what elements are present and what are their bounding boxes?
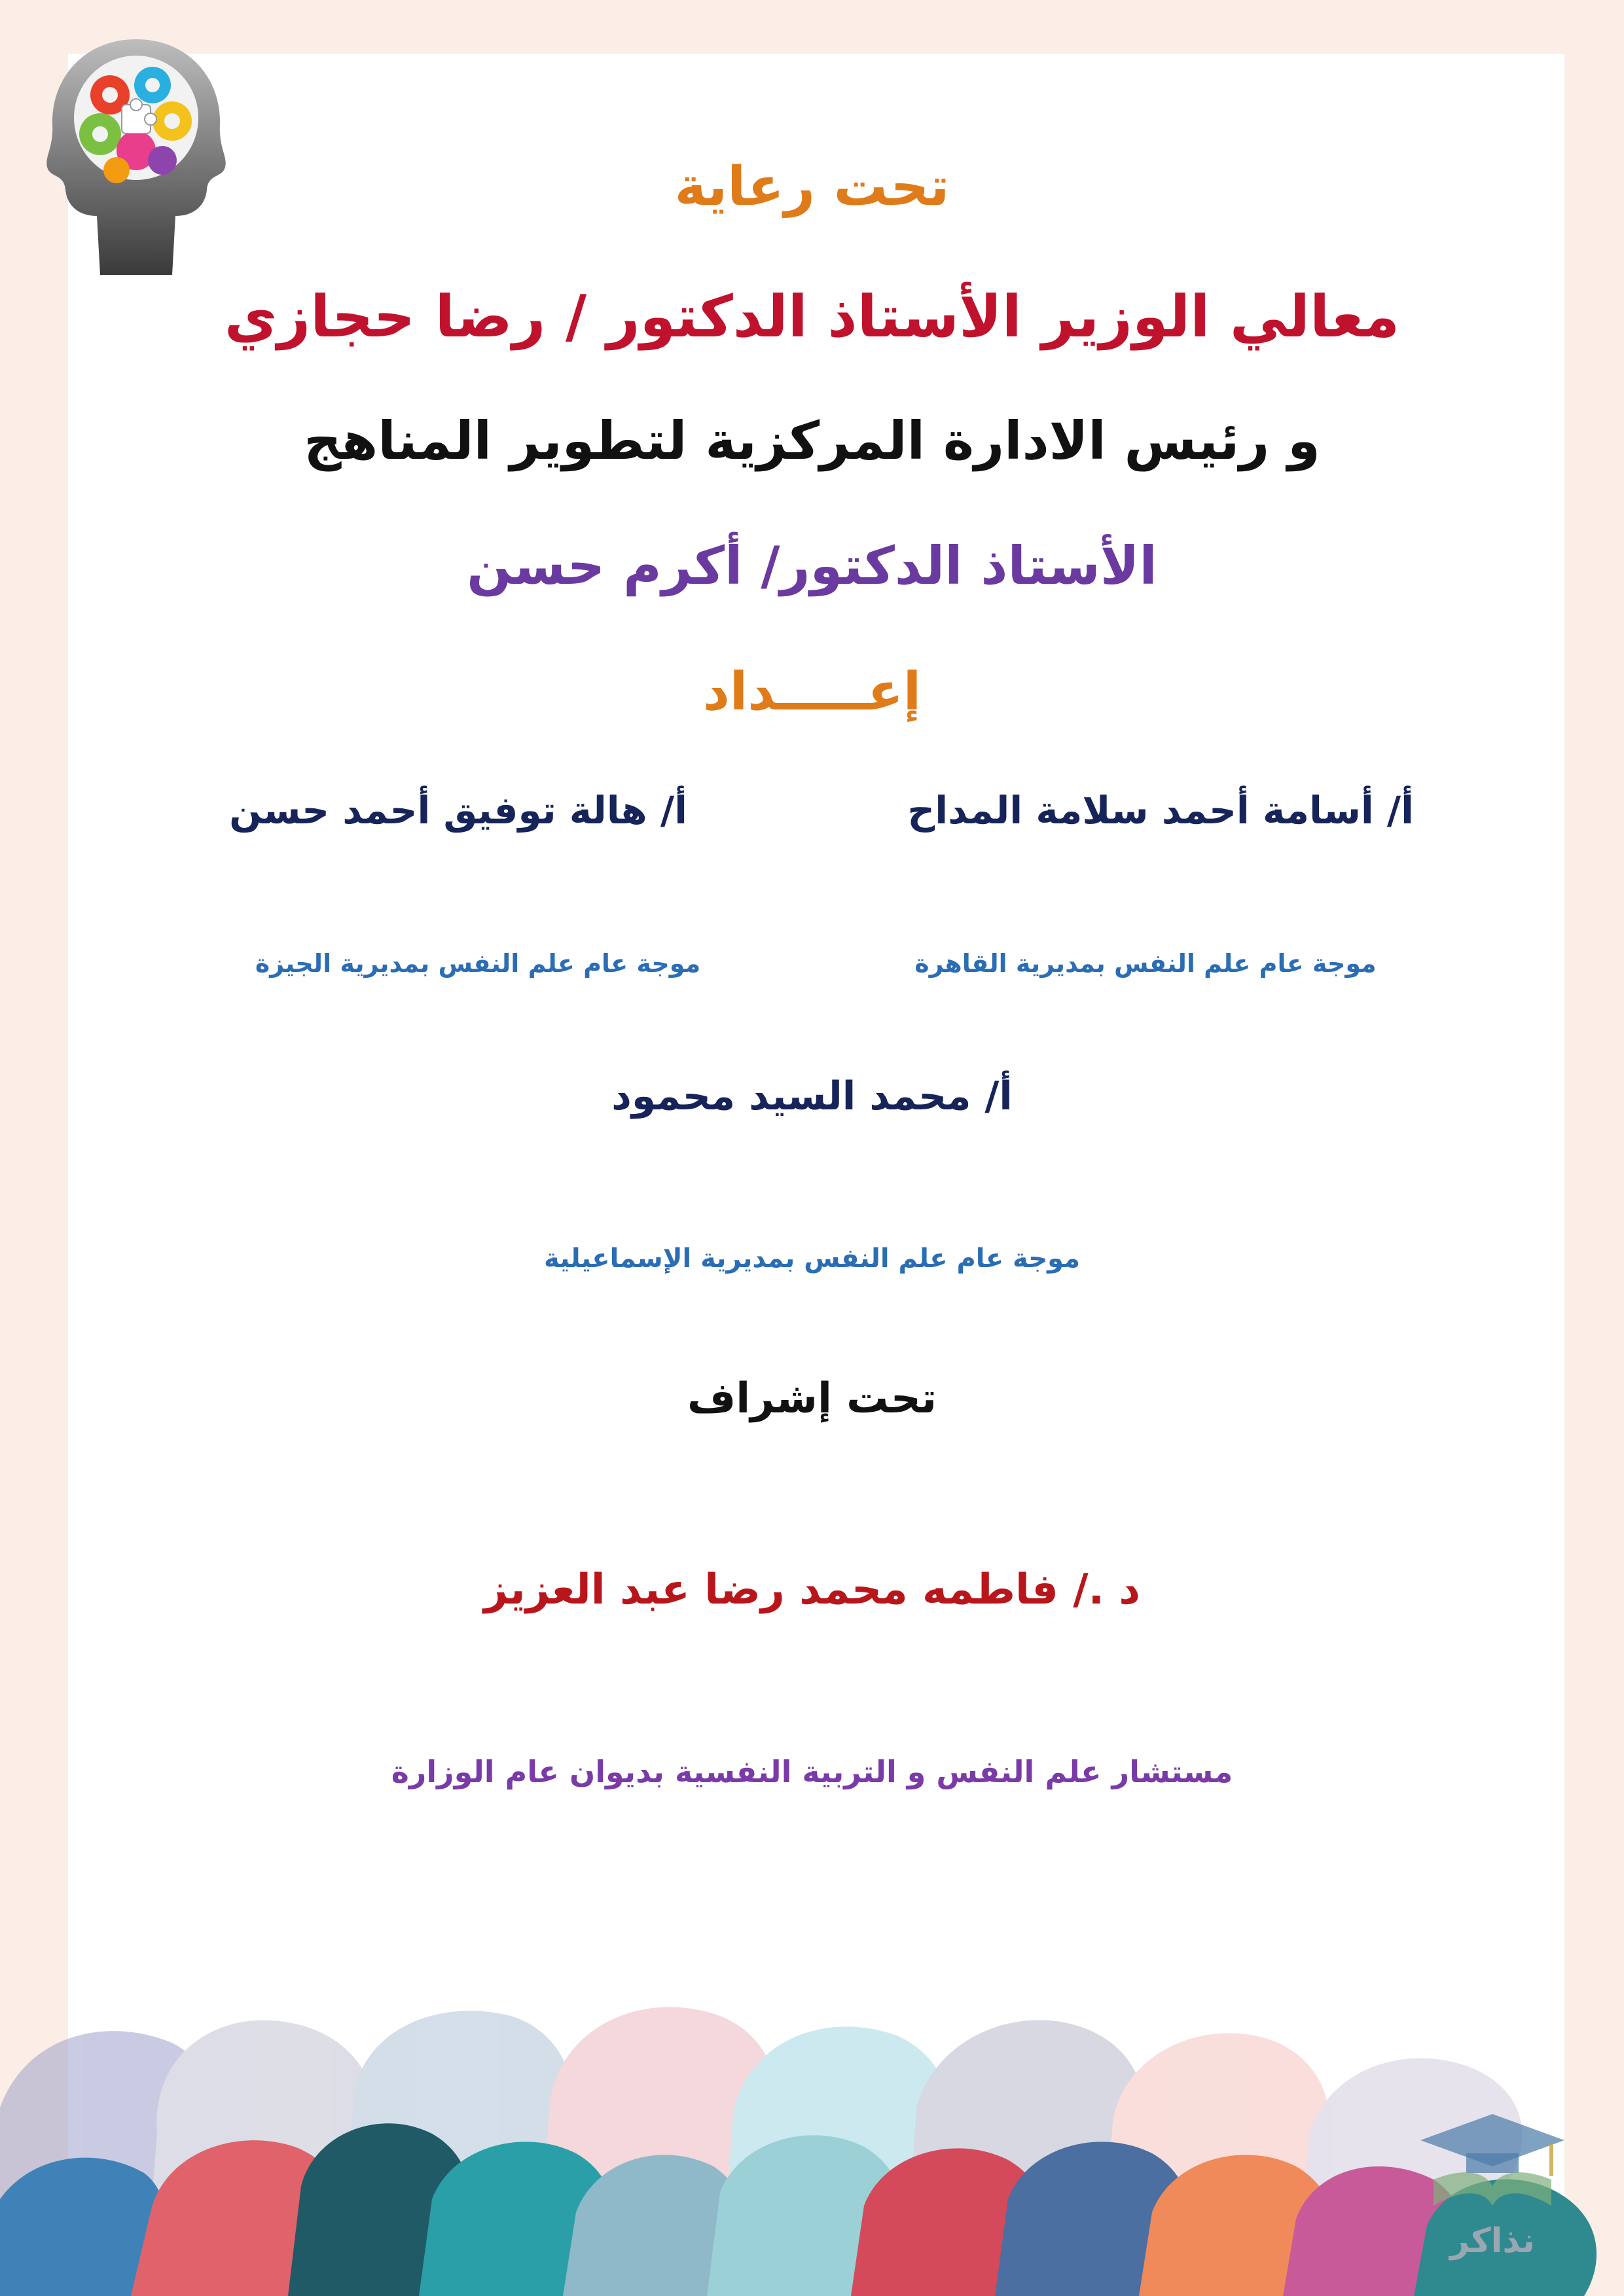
author-name: أ/ أسامة أحمد سلامة المداح (907, 788, 1414, 833)
supervisor-name: د ./ فاطمه محمد رضا عبد العزيز (483, 1566, 1141, 1614)
author-role: موجة عام علم النفس بمديرية الإسماعيلية (544, 1244, 1080, 1274)
supervisor-title: مستشار علم النفس و التربية النفسية بديوان عام الوزارة (391, 1754, 1233, 1789)
author-name: أ/ محمد السيد محمود (611, 1073, 1013, 1119)
supervision-label: تحت إشراف (687, 1374, 937, 1423)
watermark (1394, 2108, 1591, 2265)
brain-gears-logo (38, 33, 234, 275)
author-name: أ/ هالة توفيق أحمد حسن (229, 788, 687, 833)
watermark-text: نذاكر (1450, 2221, 1535, 2261)
head-name-line: الأستاذ الدكتور/ أكرم حسن (467, 535, 1157, 596)
crowd-silhouettes-illustration (0, 1937, 1624, 2296)
head-line: و رئيس الادارة المركزية لتطوير المناهج (304, 410, 1320, 471)
graduation-cap-book-icon (1394, 2108, 1591, 2219)
author-role: موجة عام علم النفس بمديرية الجيزة (255, 949, 701, 978)
prepared-by-label: إعـــــداد (702, 661, 922, 722)
author-role: موجة عام علم النفس بمديرية القاهرة (914, 949, 1377, 978)
minister-line: معالي الوزير الأستاذ الدكتور / رضا حجازي (224, 283, 1400, 350)
patronage-label: تحت رعاية (674, 156, 950, 218)
